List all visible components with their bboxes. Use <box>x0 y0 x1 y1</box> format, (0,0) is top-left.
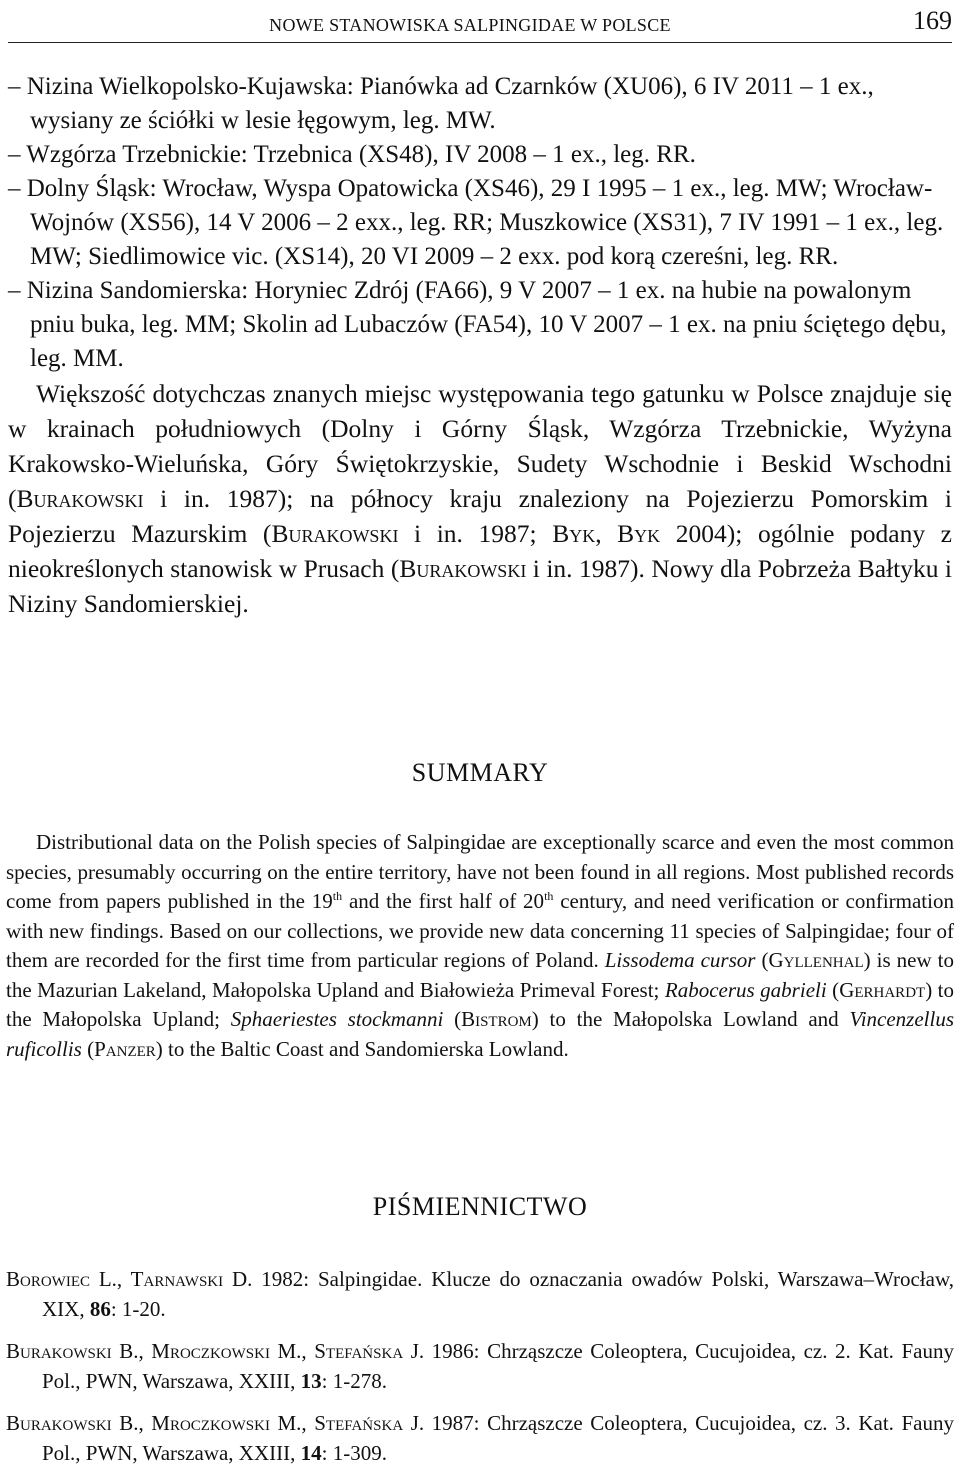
summary-text: century, and need verification or confirmation with new findings. Based on our collections, we provide new data concerning 11 species of Salpingidae; four of them are recorded for the first time from particular regions of Poland. <box>6 889 954 972</box>
reference-volume: 86 <box>89 1297 111 1321</box>
reference-item <box>6 1408 954 1468</box>
superscript: th <box>332 889 343 903</box>
body-text: , <box>595 519 618 548</box>
summary-text: ) to the Małopolska Upland; <box>6 977 955 1031</box>
summary-text: ( <box>443 1007 462 1031</box>
summary-text: and the first half of 20 <box>342 889 545 913</box>
summary-text: ) is new to the Mazurian Lakeland, Małopolska Upland and Białowieża Primeval Forest; <box>6 948 954 1002</box>
reference-authors: Burakowski B., Mroczkowski M., Stefańska J. <box>6 1339 425 1363</box>
body-text: Większość dotychczas znanych miejsc występowania tego gatunku w Polsce znajduje się w krainach południowych (Dolny i Górny Śląsk, Wzgórza Trzebnickie, Wyżyna Krakowsko-Wieluńska, Góry Świętokrzyskie, Sudety Wschodnie i Beskid Wschodni ( <box>8 379 952 513</box>
body-text: i in. 1987). Nowy dla Pobrzeża Bałtyku i Niziny Sandomierskiej. <box>8 554 952 618</box>
author-name: Gerhardt <box>839 977 926 1002</box>
reference-authors: Burakowski B., Mroczkowski M., Stefańska J. <box>6 1411 425 1435</box>
reference-item <box>6 1264 954 1324</box>
reference-volume: 13 <box>300 1369 322 1393</box>
record-item: – Wzgórza Trzebnickie: Trzebnica (XS48), IV 2008 – 1 ex., leg. RR. <box>8 141 696 168</box>
author-name: Panzer <box>94 1036 156 1061</box>
summary-text: ) to the Małopolska Lowland and <box>531 1007 850 1031</box>
summary-text: Distributional data on the Polish species of Salpingidae are exceptionally scarce and even the most common species, presumably occurring on the entire territory, have not been found in all regions. Most published records come from papers published in the 19 <box>6 830 954 913</box>
records-section <box>8 70 952 621</box>
reference-pages: : 1-278. <box>321 1369 387 1393</box>
summary-text: ( <box>755 948 769 972</box>
body-text: i in. 1987); na północy kraju znaleziony na Pojezierzu Pomorskim i Pojezierzu Mazurskim ( <box>8 484 952 548</box>
species-name: Rabocerus gabrieli <box>664 977 827 1002</box>
summary-text: ) to the Baltic Coast and Sandomierska Lowland. <box>155 1036 569 1061</box>
reference-text: 1987: Chrząszcze Coleoptera, Cucujoidea, cz. 3. Kat. Fauny Pol., PWN, Warszawa, XXIII, <box>42 1411 954 1465</box>
running-title: NOWE STANOWISKA SALPINGIDAE W POLSCE <box>269 15 671 35</box>
summary-paragraph <box>6 828 954 1064</box>
summary-text: ( <box>81 1036 95 1061</box>
page-header <box>8 4 952 36</box>
references-list <box>6 1264 954 1480</box>
page-number: 169 <box>913 6 952 35</box>
body-paragraph <box>8 376 952 621</box>
species-name: Lissodema cursor <box>604 948 756 972</box>
body-text: i in. 1987; <box>398 519 553 548</box>
reference-text: 1986: Chrząszcze Coleoptera, Cucujoidea, cz. 2. Kat. Fauny Pol., PWN, Warszawa, XXIII, <box>42 1339 954 1393</box>
body-text: 2004); ogólnie podany z nieokreślonych stanowisk w Prusach ( <box>8 519 952 583</box>
species-name: Sphaeriestes stockmanni <box>230 1007 444 1031</box>
author-name: Bistrom <box>461 1007 532 1031</box>
record-item: – Nizina Sandomierska: Horyniec Zdrój (FA66), 9 V 2007 – 1 ex. na hubie na powalonym pniu buka, leg. MM; Skolin ad Lubaczów (FA54), 10 V 2007 – 1 ex. na pniu ściętego dębu, leg. MM. <box>8 277 947 372</box>
species-name: Vincenzellus ruficollis <box>6 1007 955 1061</box>
reference-authors: Borowiec L., Tarnawski D. <box>6 1267 253 1291</box>
reference-volume: 14 <box>300 1441 322 1465</box>
summary-text: ( <box>826 977 840 1002</box>
author-name: Burakowski <box>16 484 144 513</box>
author-name: Byk <box>552 519 596 548</box>
author-name: Burakowski <box>271 519 399 548</box>
summary-heading: SUMMARY <box>411 758 549 787</box>
references-heading: PIŚMIENNICTWO <box>372 1192 588 1221</box>
superscript: th <box>544 889 554 903</box>
author-name: Byk <box>617 519 661 548</box>
author-name: Gyllenhal <box>768 948 864 972</box>
header-rule <box>8 42 952 43</box>
author-name: Burakowski <box>399 554 527 583</box>
record-item: – Dolny Śląsk: Wrocław, Wyspa Opatowicka (XS46), 29 I 1995 – 1 ex., leg. MW; Wrocław-Wojnów (XS56), 14 V 2006 – 2 exx., leg. RR; Muszkowice (XS31), 7 IV 1991 – 1 ex., leg. MW; Siedlimowice vic. (XS14), 20 VI 2009 – 2 exx. pod korą czereśni, leg. RR. <box>8 175 944 270</box>
reference-pages: : 1-309. <box>321 1441 387 1465</box>
reference-pages: : 1-20. <box>110 1297 166 1321</box>
reference-item <box>6 1336 954 1396</box>
record-item: – Nizina Wielkopolsko-Kujawska: Pianówka ad Czarnków (XU06), 6 IV 2011 – 1 ex., wysiany ze ściółki w lesie łęgowym, leg. MW. <box>8 73 874 134</box>
reference-text: 1982: Salpingidae. Klucze do oznaczania owadów Polski, Warszawa–Wrocław, XIX, <box>42 1267 954 1321</box>
